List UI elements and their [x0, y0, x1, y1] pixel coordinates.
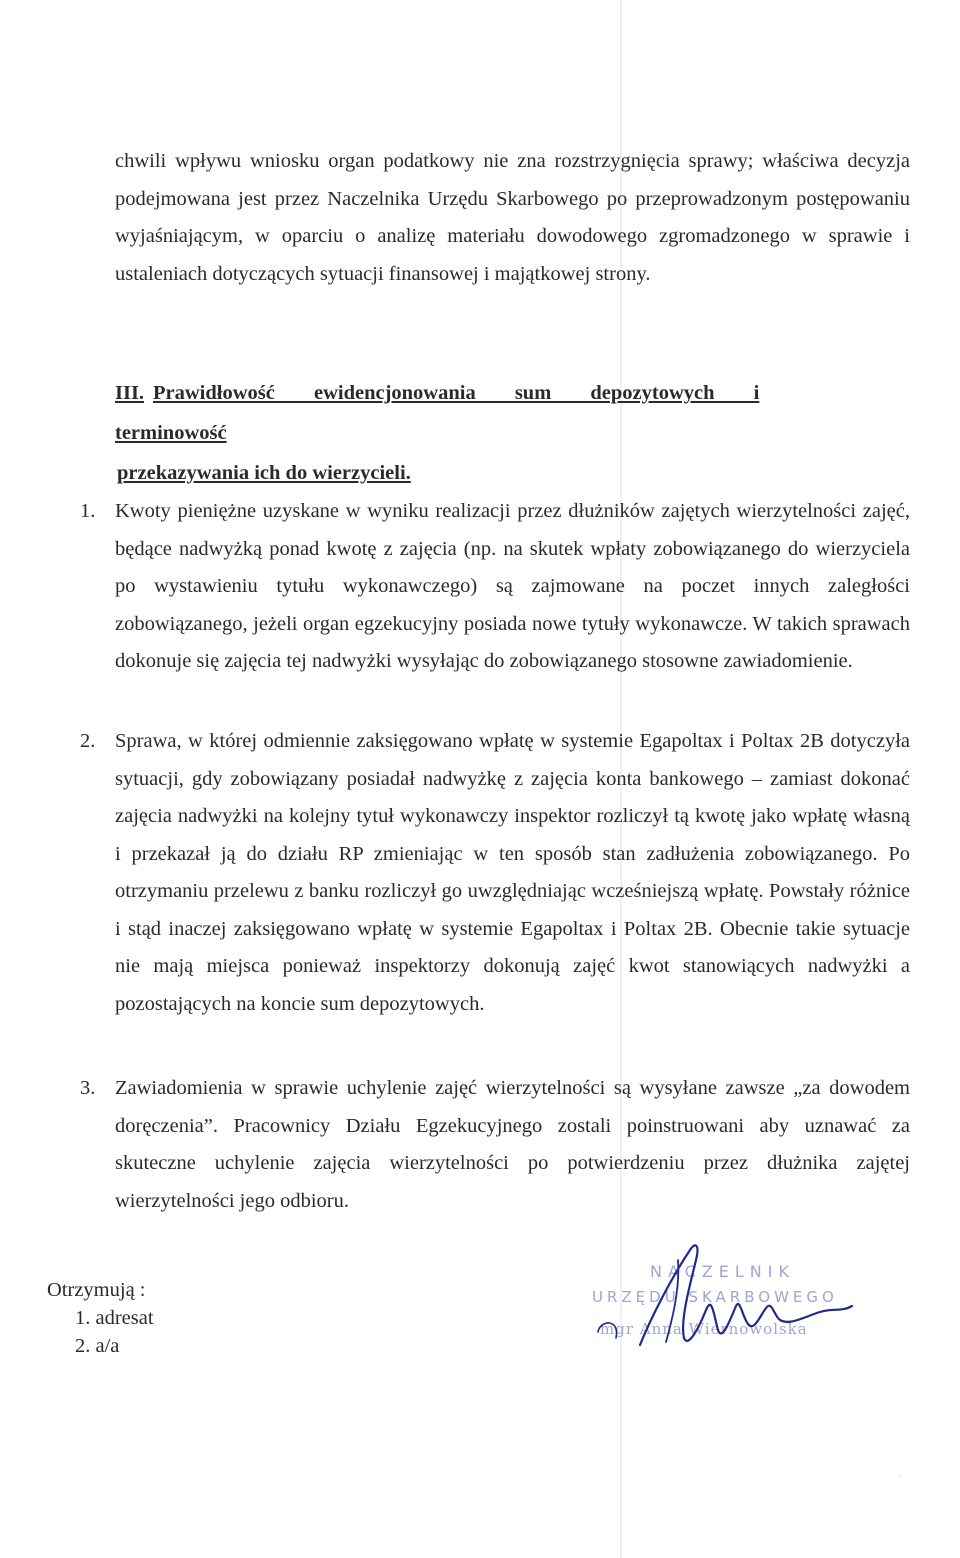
stamp-office: URZĘDU SKARBOWEGO — [592, 1288, 838, 1306]
recipient-item: 1. adresat — [75, 1307, 154, 1329]
item-number: 3. — [80, 1077, 96, 1099]
item-number: 1. — [80, 500, 96, 522]
item-text: Sprawa, w której odmiennie zaksięgowano wpłatę w systemie Egapoltax i Poltax 2B dotyczyła sytuacji, gdy zobowiązany posiadał nadwyżkę z zajęcia konta bankowego – zamiast dokonać zajęcia nadwyżki na kolejny tytuł wykonawczy inspektor rozliczył tą kwotę jako wpłatę własną i przekazał ją do działu RP zmieniając w ten sposób stan zadłużenia zobowiązanego. Po otrzymaniu przelewu z banku rozliczył go uwzględniając wcześniejszą wpłatę. Powstały różnice i stąd inaczej zaksięgowano wpłatę w systemie Egapoltax i Poltax 2B. Obecnie takie sytuacje nie mają miejsca ponieważ inspektorzy dokonują zajęć kwot stanowiących nadwyżki a pozostających na koncie sum depozytowych. — [115, 730, 910, 1015]
recipient-item: 2. a/a — [75, 1335, 120, 1357]
list-item — [80, 493, 910, 681]
item-text: Zawiadomienia w sprawie uchylenie zajęć wierzytelności są wysyłane zawsze „za dowodem doręczenia”. Pracownicy Działu Egzekucyjnego zostali poinstruowani aby uznawać za skuteczne uchylenie zajęcia wierzytelności po potwierdzeniu przez dłużnika zajętej wierzytelności jego odbioru. — [115, 1077, 910, 1212]
intro-paragraph: chwili wpływu wniosku organ podatkowy nie zna rozstrzygnięcia sprawy; właściwa decyzja podejmowana jest przez Naczelnika Urzędu Skarbowego po przeprowadzonym postępowaniu wyjaśniającym, w oparciu o analizę materiału dowodowego zgromadzonego w sprawie i ustaleniach dotyczących sytuacji finansowej i majątkowej strony. — [115, 150, 910, 285]
recipients-block — [47, 1276, 154, 1360]
stamp-name: mgr Anna Wiernowolska — [600, 1320, 808, 1338]
section-number: III. — [115, 382, 145, 404]
official-stamp — [580, 1220, 880, 1360]
recipients-lead: Otrzymują : — [47, 1279, 146, 1301]
signature-stroke — [640, 1245, 852, 1345]
section-heading — [115, 373, 910, 493]
stamp-title: NACZELNIK — [650, 1262, 795, 1281]
item-number: 2. — [80, 730, 96, 752]
handwritten-signature — [580, 1220, 880, 1360]
section-title-line2: przekazywania ich do wierzycieli. — [117, 462, 411, 484]
list-item — [80, 1070, 910, 1220]
item-text: Kwoty pieniężne uzyskane w wyniku realizacji przez dłużników zajętych wierzytelności zajęć, będące nadwyżką ponad kwotę z zajęcia (np. na skutek wpłaty zobowiązanego do wierzyciela po wystawieniu tytułu wykonawczego) są zajmowane na poczet innych zaległości zobowiązanego, jeżeli organ egzekucyjny posiada nowe tytuły wykonawcze. W takich sprawach dokonuje się zajęcia tej nadwyżki wysyłając do zobowiązanego stosowne zawiadomienie. — [115, 500, 910, 672]
signature-stroke — [598, 1323, 617, 1338]
section-title-line1: Prawidłowość ewidencjonowania sum depozytowych i terminowość — [115, 382, 760, 444]
margin-mark: · — [898, 1470, 902, 1483]
list-item — [80, 723, 910, 1023]
